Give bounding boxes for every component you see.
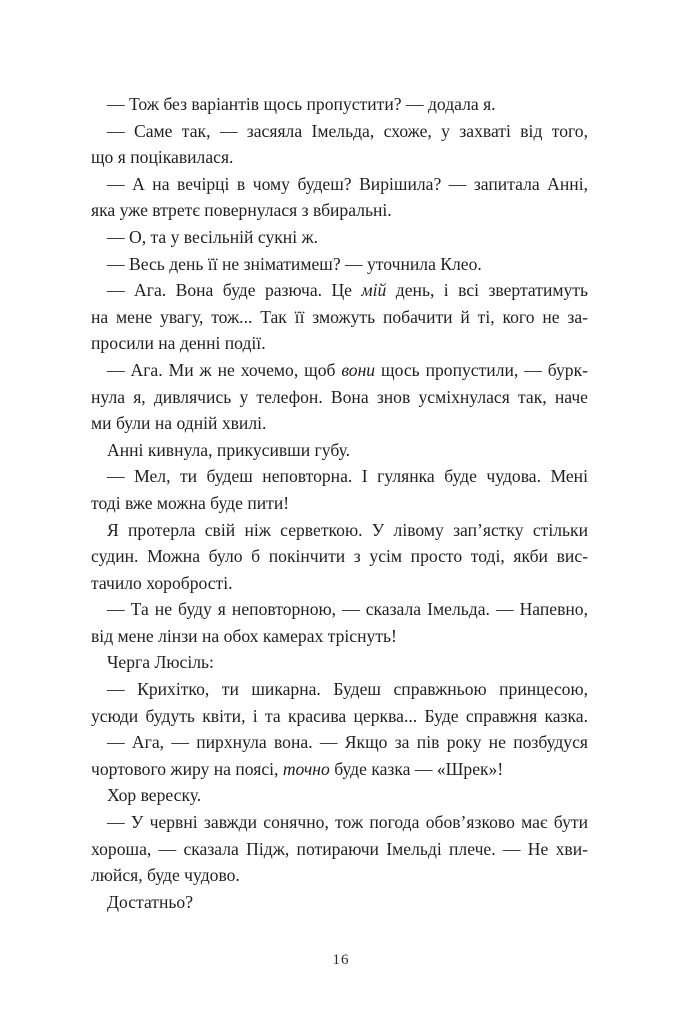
text-segment: просили на денні події.	[91, 333, 266, 354]
text-line	[91, 623, 588, 650]
text-line	[91, 570, 588, 597]
text-segment: буде казка — «Шрек»!	[329, 758, 504, 779]
text-segment: тачило хоробрості.	[91, 572, 233, 593]
text-line	[91, 649, 588, 676]
text-line	[91, 410, 588, 437]
text-line	[91, 756, 588, 783]
text-segment: — Весь день її не зніматимеш? — уточнила Клео.	[107, 253, 482, 274]
text-line	[91, 463, 588, 490]
text-line	[91, 703, 588, 730]
text-segment: — Саме так, — засяяла Імельда, схоже, у захваті від того,	[107, 120, 588, 141]
text-line	[91, 171, 588, 198]
text-segment: — Ага. Вона буде разюча. Це	[107, 280, 362, 301]
text-segment: щось пропустили, — бурк-	[375, 359, 589, 380]
text-segment: на мене увагу, тож... Так її зможуть побачити й ті, кого не за-	[91, 306, 588, 327]
text-line	[91, 596, 588, 623]
text-line	[91, 836, 588, 863]
text-segment: — А на вечірці в чому будеш? Вирішила? — запитала Анні,	[107, 173, 588, 194]
text-line	[91, 197, 588, 224]
text-segment: тоді вже можна буде пити!	[91, 492, 290, 513]
text-segment: ми були на одній хвилі.	[91, 413, 267, 434]
text-segment: — Ага, — пирхнула вона. — Якщо за пів року не позбудуся	[107, 732, 588, 753]
text-segment: — Крихітко, ти шикарна. Будеш справжньою принцесою,	[107, 679, 588, 700]
text-segment: Я протерла свій ніж серветкою. У лівому зап’ястку стільки	[107, 519, 588, 540]
text-line	[91, 277, 588, 304]
text-segment: — О, та у весільній сукні ж.	[107, 226, 319, 247]
text-segment: нула я, дивлячись у телефон. Вона знов усміхнулася так, наче	[91, 386, 588, 407]
page-number: 16	[332, 952, 350, 968]
text-line	[91, 304, 588, 331]
text-line	[91, 118, 588, 145]
text-line	[91, 517, 588, 544]
text-segment: хороша, — сказала Підж, потираючи Імельді плече. — Не хви-	[91, 838, 588, 859]
text-segment: яка уже втретє повернулася з вбиральні.	[91, 200, 392, 221]
text-segment: судин. Можна було б покінчити з усім просто тоді, якби вис-	[91, 546, 588, 567]
text-line	[91, 729, 588, 756]
text-line	[91, 384, 588, 411]
text-segment: — Ага. Ми ж не хочемо, щоб	[107, 359, 342, 380]
italic-emphasis: точно	[282, 758, 330, 779]
text-segment: день, і всі звертатимуть	[386, 280, 589, 301]
text-segment: Достатньо?	[107, 891, 194, 912]
text-segment: чортового жиру на поясі,	[91, 758, 283, 779]
text-line	[91, 330, 588, 357]
text-segment: Анні кивнула, прикусивши губу.	[107, 439, 351, 460]
text-line	[91, 543, 588, 570]
text-line	[91, 224, 588, 251]
text-line	[91, 676, 588, 703]
text-segment: — Та не буду я неповторною, — сказала Імельда. — Напевно,	[107, 599, 588, 620]
text-segment: Хор вереску.	[107, 785, 202, 806]
text-line	[91, 809, 588, 836]
text-line	[91, 357, 588, 384]
text-segment: — У червні завжди сонячно, тож погода обов’язково має бути	[107, 812, 588, 833]
text-line	[91, 782, 588, 809]
page-body-text	[91, 91, 588, 915]
text-line	[91, 437, 588, 464]
text-line	[91, 862, 588, 889]
text-segment: що я поцікавилася.	[91, 147, 234, 168]
text-line	[91, 889, 588, 916]
text-segment: люйся, буде чудово.	[91, 865, 240, 886]
text-line	[91, 251, 588, 278]
text-segment: від мене лінзи на обох камерах тріснуть!	[91, 625, 397, 646]
text-line	[91, 490, 588, 517]
italic-emphasis: вони	[341, 359, 376, 380]
text-segment: Черга Люсіль:	[107, 652, 214, 673]
text-line	[91, 91, 588, 118]
text-line	[91, 144, 588, 171]
text-segment: усюди будуть квіти, і та красива церква... Буде справжня казка.	[91, 705, 588, 726]
text-segment: — Тож без варіантів щось пропустити? — додала я.	[107, 94, 496, 114]
italic-emphasis: мій	[361, 280, 387, 301]
text-segment: — Мел, ти будеш неповторна. І гулянка буде чудова. Мені	[107, 466, 588, 487]
